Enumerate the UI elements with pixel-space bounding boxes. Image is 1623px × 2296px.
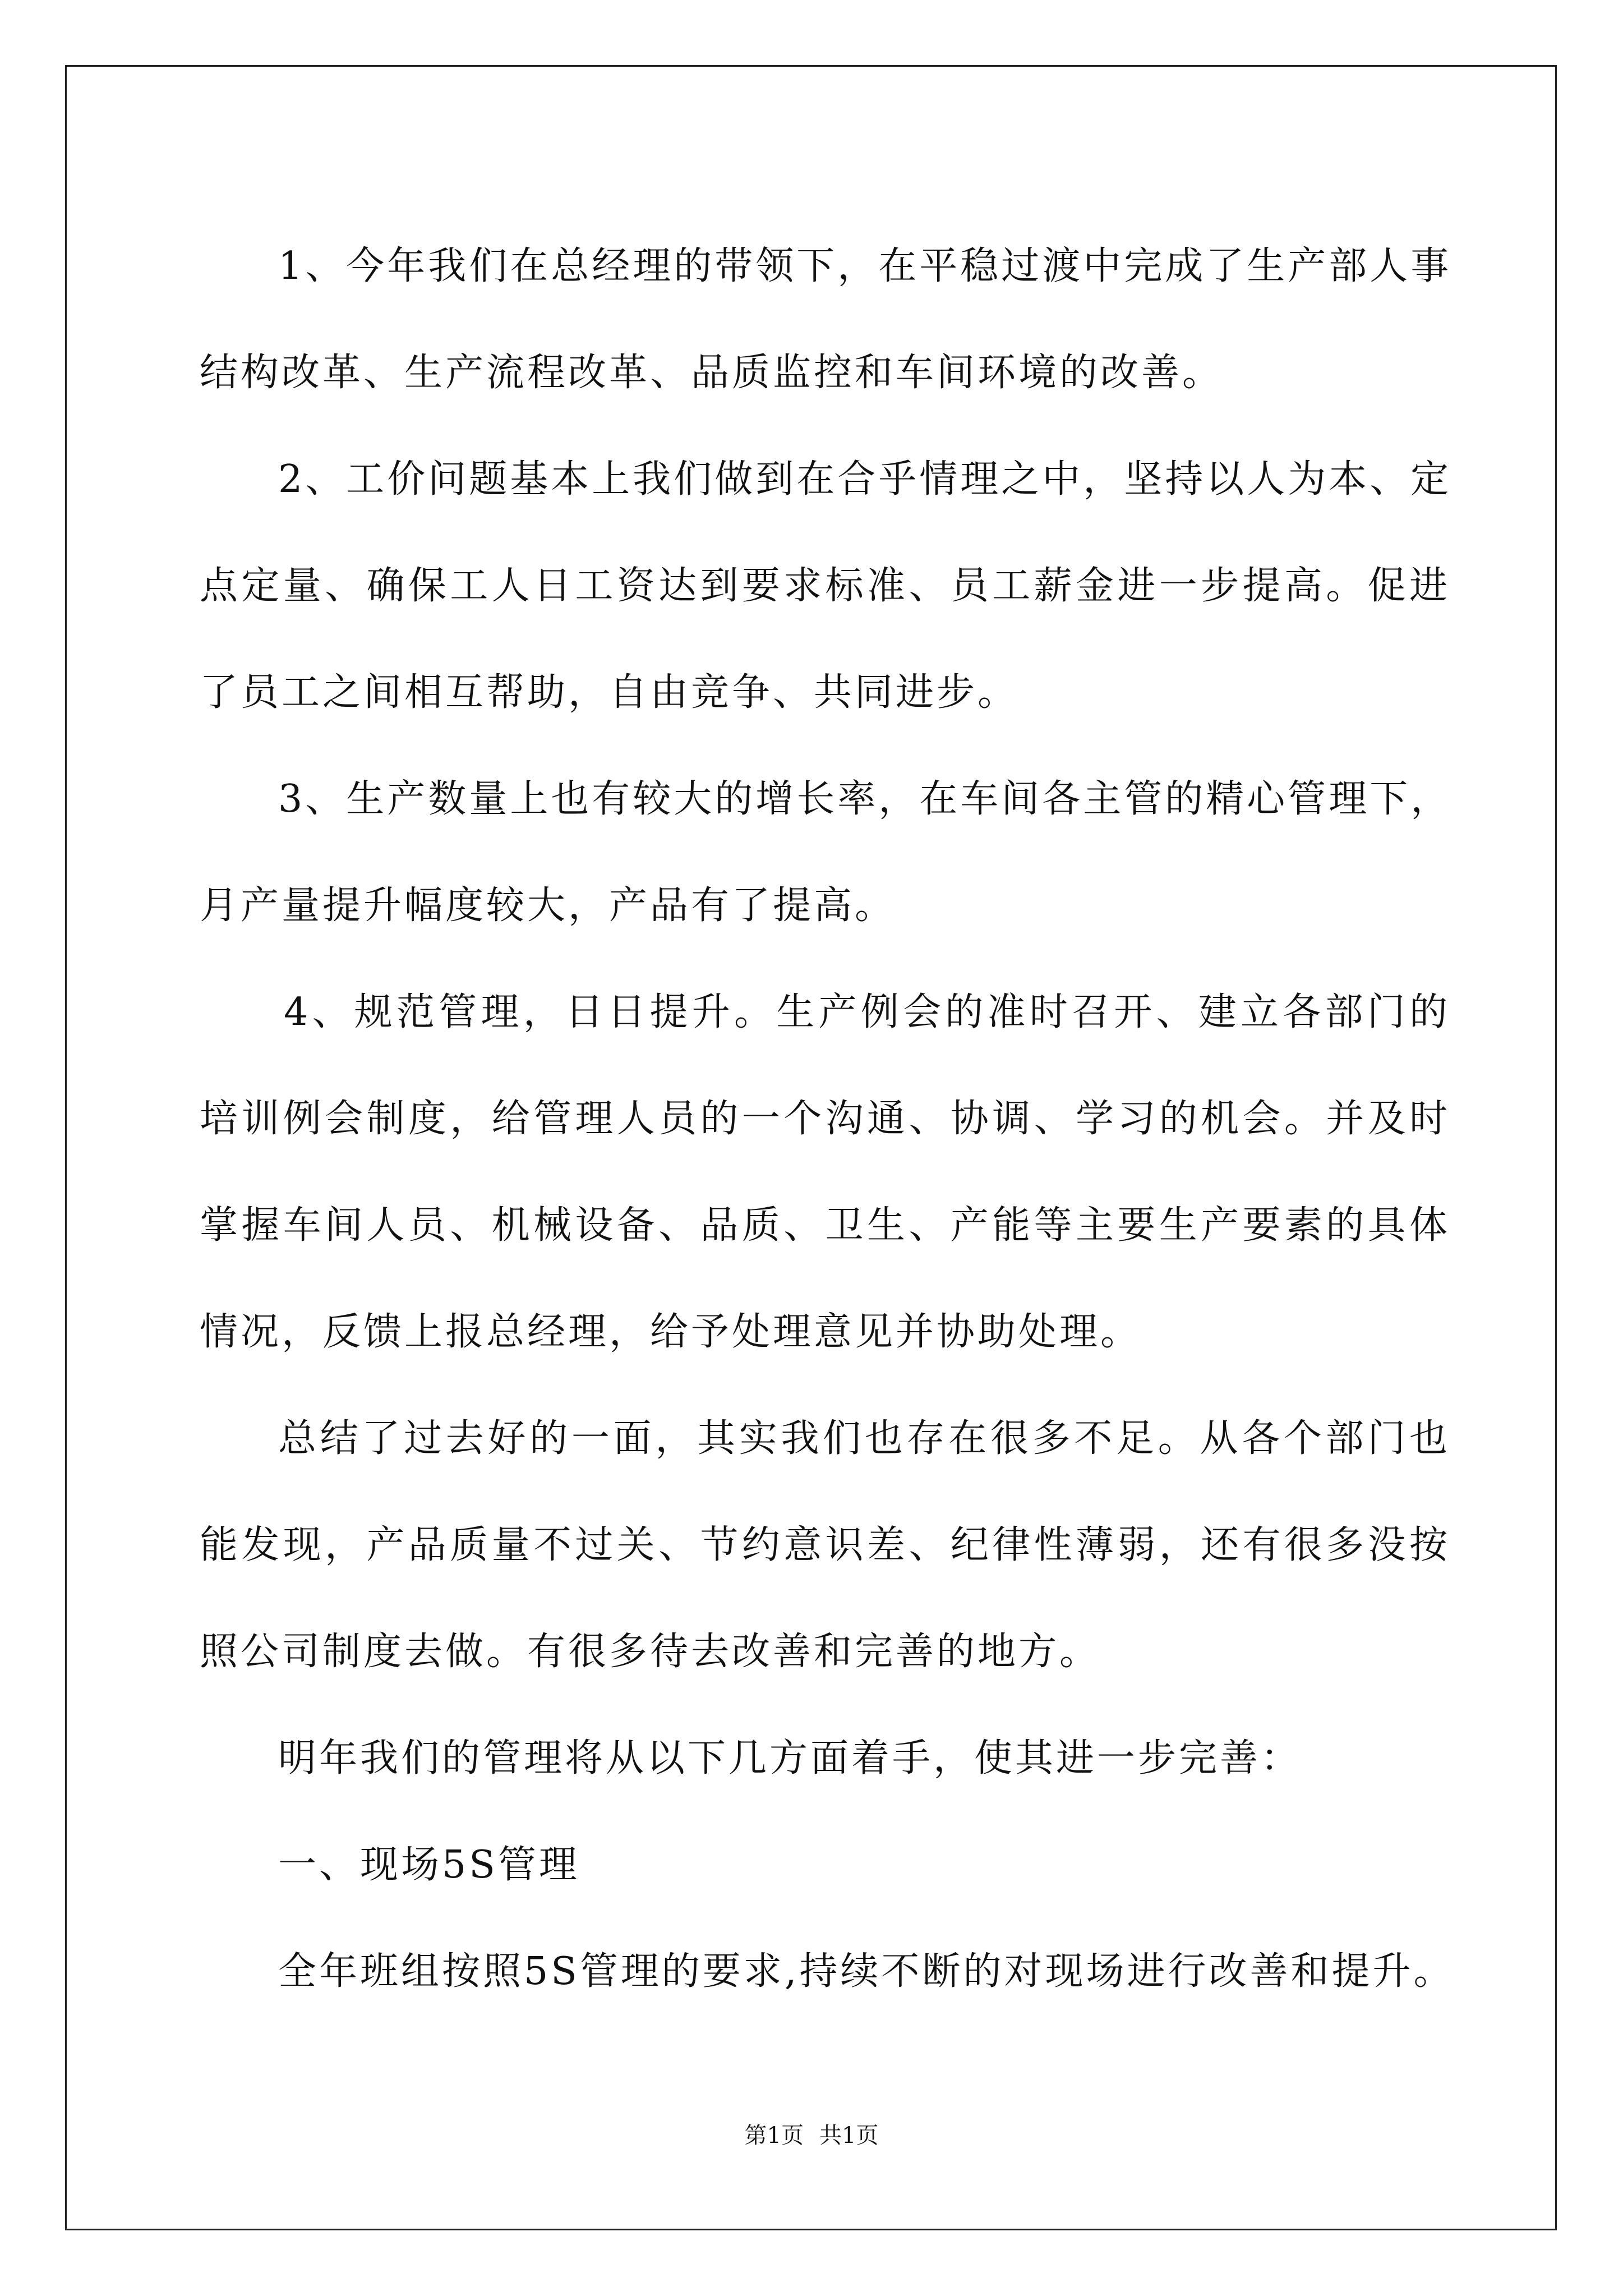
paragraph-5-line-1: 总结了过去好的一面，其实我们也存在很多不足。从各个部门也 (278, 1416, 1450, 1461)
paragraph-2-line-3: 了员工之间相互帮助，自由竞争、共同进步。 (200, 670, 1019, 715)
paragraph-4-line-1: 4、规范管理，日日提升。生产例会的准时召开、建立各部门的 (284, 990, 1450, 1034)
paragraph-3-line-2: 月产量提升幅度较大，产品有了提高。 (200, 884, 896, 928)
paragraph-6-line-1: 明年我们的管理将从以下几方面着手，使其进一步完善： (278, 1736, 1302, 1780)
paragraph-2-line-1: 2、工价问题基本上我们做到在合乎情理之中，坚持以人为本、定 (278, 457, 1452, 501)
page-footer (0, 2122, 1623, 2150)
section-heading-5s: 一、现场5S管理 (278, 1843, 580, 1887)
page-number-total: 共1页 (819, 2123, 879, 2148)
paragraph-7-line-1: 全年班组按照5S管理的要求,持续不断的对现场进行改善和提升。 (278, 1949, 1455, 1994)
paragraph-5-line-3: 照公司制度去做。有很多待去改善和完善的地方。 (200, 1630, 1101, 1674)
document-body (200, 213, 1455, 2025)
paragraph-1-line-1: 1、今年我们在总经理的带领下，在平稳过渡中完成了生产部人事 (278, 244, 1452, 288)
paragraph-4-line-2: 培训例会制度，给管理人员的一个沟通、协调、学习的机会。并及时 (200, 1097, 1450, 1141)
paragraph-2-line-2: 点定量、确保工人日工资达到要求标准、员工薪金进一步提高。促进 (200, 564, 1450, 608)
paragraph-4-line-3: 掌握车间人员、机械设备、品质、卫生、产能等主要生产要素的具体 (200, 1203, 1450, 1248)
paragraph-5-line-2: 能发现，产品质量不过关、节约意识差、纪律性薄弱，还有很多没按 (200, 1523, 1450, 1567)
paragraph-1-line-2: 结构改革、生产流程改革、品质监控和车间环境的改善。 (200, 351, 1224, 395)
page-number-current: 第1页 (744, 2123, 804, 2148)
paragraph-4-line-4: 情况，反馈上报总经理，给予处理意见并协助处理。 (200, 1310, 1142, 1354)
paragraph-3-line-1: 3、生产数量上也有较大的增长率，在车间各主管的精心管理下， (278, 777, 1452, 821)
